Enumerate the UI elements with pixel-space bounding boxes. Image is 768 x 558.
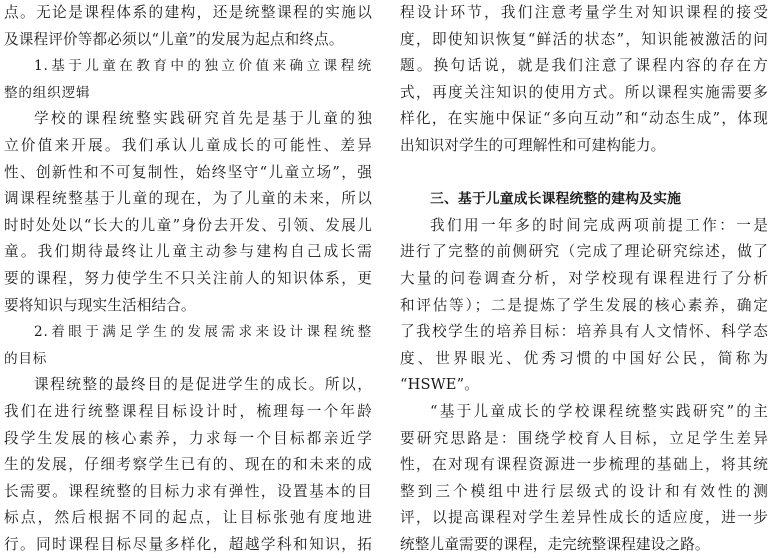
- text-line: 样化，在实施中保证“多向互动”和“动态生成”，体现: [400, 110, 768, 128]
- section-3-heading: 三、基于儿童成长课程统整的建构及实施: [430, 191, 682, 208]
- text-line: 童。我们期待最终让儿童主动参与建构自己成长需: [4, 243, 372, 261]
- text-line: 出知识对学生的可理解性和可建构能力。: [400, 136, 666, 154]
- text-line: 段学生发展的核心素养，力求每一个目标都亲近学: [4, 429, 372, 447]
- text-line: 调课程统整基于儿童的现在，为了儿童的未来，所以: [4, 190, 372, 208]
- text-line: 性、创新性和不可复制性，始终坚守“儿童立场”，强: [4, 163, 372, 181]
- text-line: 课程统整的最终目的是促进学生的成长。所以，: [34, 376, 372, 394]
- text-line: “HSWE”。: [400, 376, 479, 394]
- text-line: 进行了完整的前侧研究（完成了理论研究综述，做了: [400, 243, 768, 261]
- text-line: 统整儿童需要的课程，走完统整课程建设之路。: [400, 535, 710, 553]
- text-line: 时时处处以“长大的儿童”身份去开发、引领、发展儿: [4, 216, 372, 234]
- text-line: 长需要。课程统整的目标力求有弹性，设置基本的目: [4, 482, 372, 500]
- text-line: 要研究思路是：围绕学校育人目标，立足学生差异: [400, 429, 768, 447]
- text-line: 程设计环节，我们注意考量学生对知识课程的接受: [400, 4, 768, 21]
- text-line: 性，在对现有课程资源进一步梳理的基础上，将其统: [400, 456, 768, 474]
- text-line: 要将知识与现实生活相结合。: [4, 296, 196, 314]
- text-line: 我们在进行统整课程目标设计时，梳理每一个年龄: [4, 402, 372, 420]
- text-line: 生的发展，仔细考察学生已有的、现在的和未来的成: [4, 456, 372, 474]
- text-line: 我们用一年多的时间完成两项前提工作：一是: [430, 216, 768, 234]
- text-line: 式，再度关注知识的使用方式。所以课程实施需要多: [400, 83, 768, 101]
- subsection-1-heading: 整的组织逻辑: [4, 84, 91, 101]
- text-line: 行。同时课程目标尽量多样化，超越学科和知识，拓: [4, 535, 372, 553]
- text-line: 及课程评价等都必须以“儿童”的发展为起点和终点。: [4, 30, 344, 48]
- text-line: 整到三个模组中进行层级式的设计和有效性的测: [400, 482, 768, 500]
- subsection-1-heading: 1.基于儿童在教育中的独立价值来确立课程统: [34, 58, 372, 75]
- text-line: 要的课程，努力使学生不只关注前人的知识体系，更: [4, 269, 372, 287]
- text-line: 和评估等）；二是提炼了学生发展的核心素养，确定: [400, 296, 768, 314]
- subsection-2-heading: 的目标: [4, 350, 48, 367]
- text-line: 度、世界眼光、优秀习惯的中国好公民，简称为: [400, 349, 768, 367]
- text-line: 题。换句话说，就是我们注意了课程内容的存在方: [400, 57, 768, 75]
- text-line: 学校的课程统整实践研究首先是基于儿童的独: [34, 110, 372, 128]
- text-line: 大量的问卷调查分析，对学校现有课程进行了分析: [400, 269, 768, 287]
- right-column: [400, 0, 768, 553]
- text-line: 点。无论是课程体系的建构，还是统整课程的实施以: [4, 4, 372, 21]
- section-spacer: [400, 160, 768, 187]
- text-line: 度，即使知识恢复“鲜活的状态”，知识能被激活的问: [400, 30, 768, 48]
- text-line: “基于儿童成长的学校课程统整实践研究”的主: [430, 402, 768, 420]
- text-line: 立价值来开展。我们承认儿童成长的可能性、差异: [4, 136, 372, 154]
- left-column: [4, 0, 372, 553]
- subsection-2-heading: 2.着眼于满足学生的发展需求来设计课程统整: [34, 324, 372, 341]
- text-line: 标点，然后根据不同的起点，让目标张弛有度地进: [4, 509, 372, 527]
- text-line: 了我校学生的培养目标：培养具有人文情怀、科学态: [400, 323, 768, 341]
- text-line: 评，以提高课程对学生差异性成长的适应度，进一步: [400, 509, 768, 527]
